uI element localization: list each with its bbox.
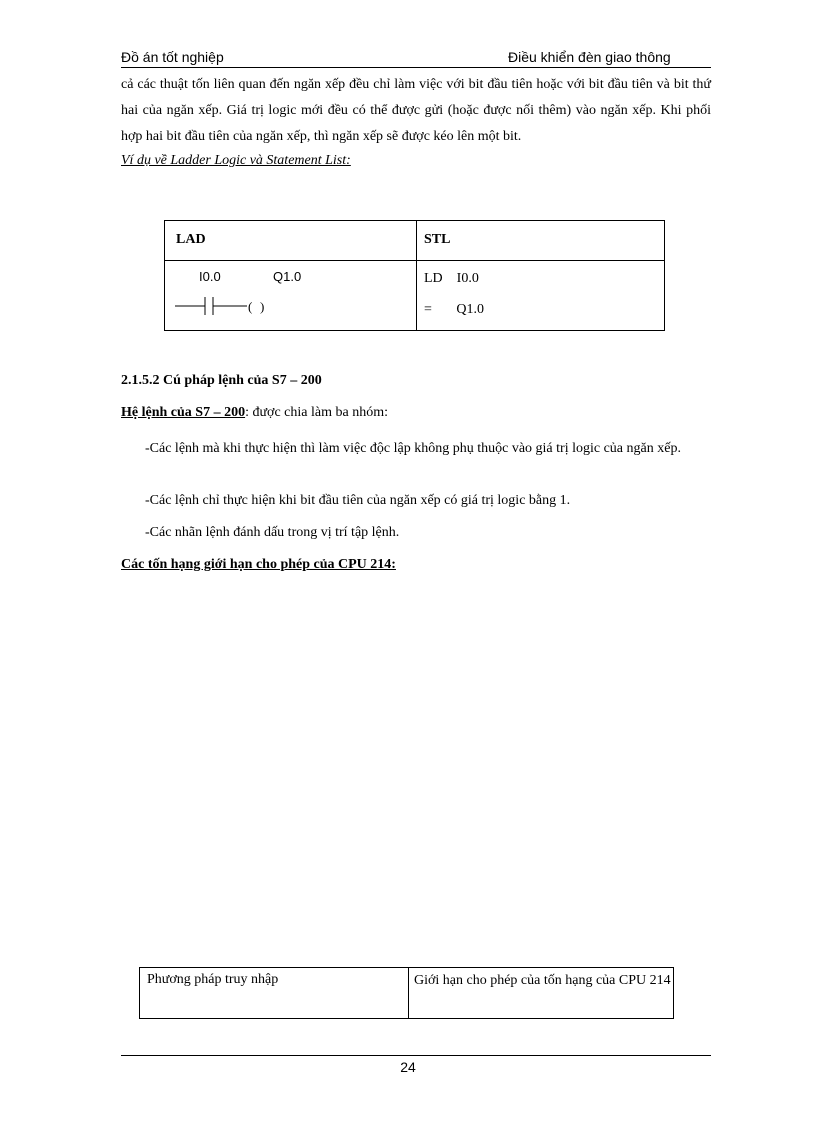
operand-table	[139, 967, 674, 1019]
list-item: -Các lệnh mà khi thực hiện thì làm việc độc lập không phụ thuộc vào giá trị logic của ngăn xếp.	[145, 441, 681, 456]
table-column-divider	[408, 968, 409, 1018]
page-number: 24	[400, 1059, 416, 1075]
instruction-set-line	[121, 405, 388, 421]
svg-text:): )	[260, 299, 265, 314]
lad-header: LAD	[176, 232, 206, 247]
intro-paragraph: cả các thuật tốn liên quan đến ngăn xếp đều chỉ làm việc với bit đầu tiên hoặc với bit đầu tiên và bit thứ hai của ngăn xếp. Giá trị logic mới đều có thể được gửi (hoặc được nối thêm) vào ngăn xếp. Khi phối hợp hai bit đầu tiên của ngăn xếp, thì ngăn xếp sẽ được kéo lên một bit.	[121, 77, 711, 144]
header-right: Điều khiển đèn giao thông	[508, 49, 671, 65]
operand-table-col2: Giới hạn cho phép của tốn hạng của CPU 214	[414, 973, 671, 988]
list-item: -Các nhãn lệnh đánh dấu trong vị trí tập lệnh.	[145, 525, 400, 540]
stl-header: STL	[424, 232, 451, 247]
stl-line-1: LD I0.0	[424, 271, 479, 286]
footer-rule	[121, 1055, 711, 1056]
header-left: Đồ án tốt nghiệp	[121, 49, 224, 65]
operands-title: Các tốn hạng giới hạn cho phép của CPU 214:	[121, 557, 396, 572]
header-rule	[121, 67, 711, 68]
instruction-set-label: Hệ lệnh của S7 – 200	[121, 405, 246, 420]
operand-table-col1: Phương pháp truy nhập	[147, 972, 279, 987]
stl-line-2: = Q1.0	[424, 302, 485, 317]
svg-text:(: (	[248, 299, 253, 314]
section-heading: 2.1.5.2 Cú pháp lệnh của S7 – 200	[121, 373, 322, 388]
ladder-example-table	[164, 220, 665, 331]
instruction-set-text: : được chia làm ba nhóm:	[245, 405, 388, 420]
example-title: Ví dụ về Ladder Logic và Statement List:	[121, 153, 351, 168]
list-item: -Các lệnh chỉ thực hiện khi bit đầu tiên của ngăn xếp có giá trị logic bằng 1.	[145, 493, 571, 508]
lad-contact-label: I0.0	[199, 269, 221, 284]
table-row-divider	[165, 260, 664, 261]
lad-coil-label: Q1.0	[273, 269, 302, 284]
ladder-rung-diagram	[171, 295, 281, 317]
table-column-divider	[416, 221, 417, 330]
